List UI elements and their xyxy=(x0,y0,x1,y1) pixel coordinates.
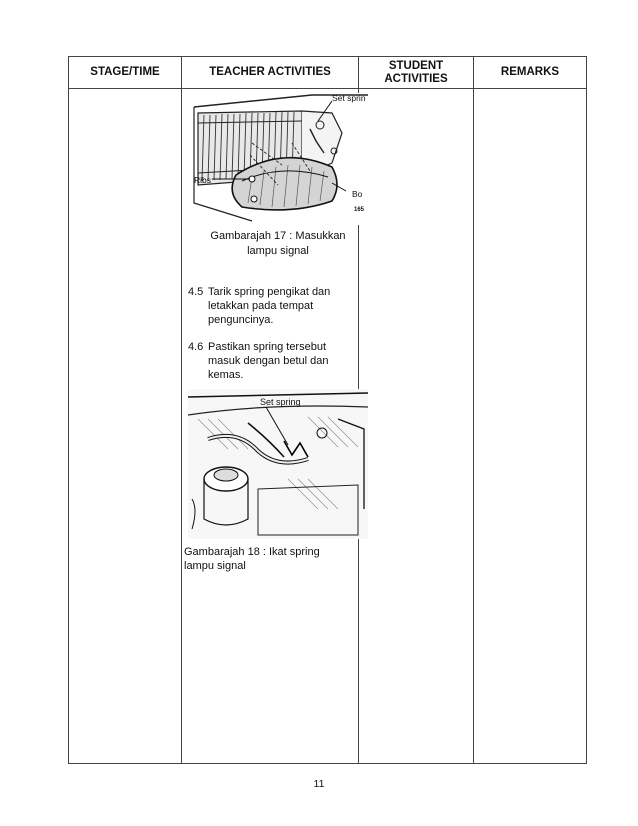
figure-17-caption: Gambarajah 17 : Masukkan lampu signal xyxy=(210,230,346,257)
lesson-plan-table xyxy=(68,56,587,764)
figure-18-label-set-spring: Set spring xyxy=(260,397,301,407)
header-remarks: REMARKS xyxy=(474,57,587,89)
stage-time-cell xyxy=(69,89,182,764)
step-number: 4.6 xyxy=(188,341,204,353)
header-student-activities: STUDENT ACTIVITIES xyxy=(359,57,474,89)
step-number: 4.5 xyxy=(188,286,204,298)
figure-17-label-set-spring: Set sprin xyxy=(332,93,366,103)
teacher-activities-cell xyxy=(182,89,366,764)
remarks-cell xyxy=(474,89,587,764)
step-4-6 xyxy=(188,340,356,382)
page-number: 11 xyxy=(313,778,325,790)
step-4-5 xyxy=(188,285,356,327)
figure-17-label-ribs: Ribs xyxy=(194,175,212,185)
header-teacher-activities: TEACHER ACTIVITIES xyxy=(182,57,359,89)
figure-17-illustration xyxy=(192,93,368,225)
figure-18-caption: Gambarajah 18 : Ikat spring lampu signal xyxy=(184,546,320,572)
figure-17-label-bo: Bo xyxy=(352,189,363,199)
header-stage-time: STAGE/TIME xyxy=(69,57,182,89)
figure-17-label-number: 165 xyxy=(354,207,365,213)
table-header-row xyxy=(69,57,587,89)
step-text: Tarik spring pengikat dan letakkan pada tempat penguncinya. xyxy=(208,286,331,326)
student-activities-cell xyxy=(359,89,474,764)
figure-18-illustration xyxy=(188,389,368,539)
step-text: Pastikan spring tersebut masuk dengan betul dan kemas. xyxy=(208,341,329,381)
table-body-row xyxy=(69,89,587,764)
